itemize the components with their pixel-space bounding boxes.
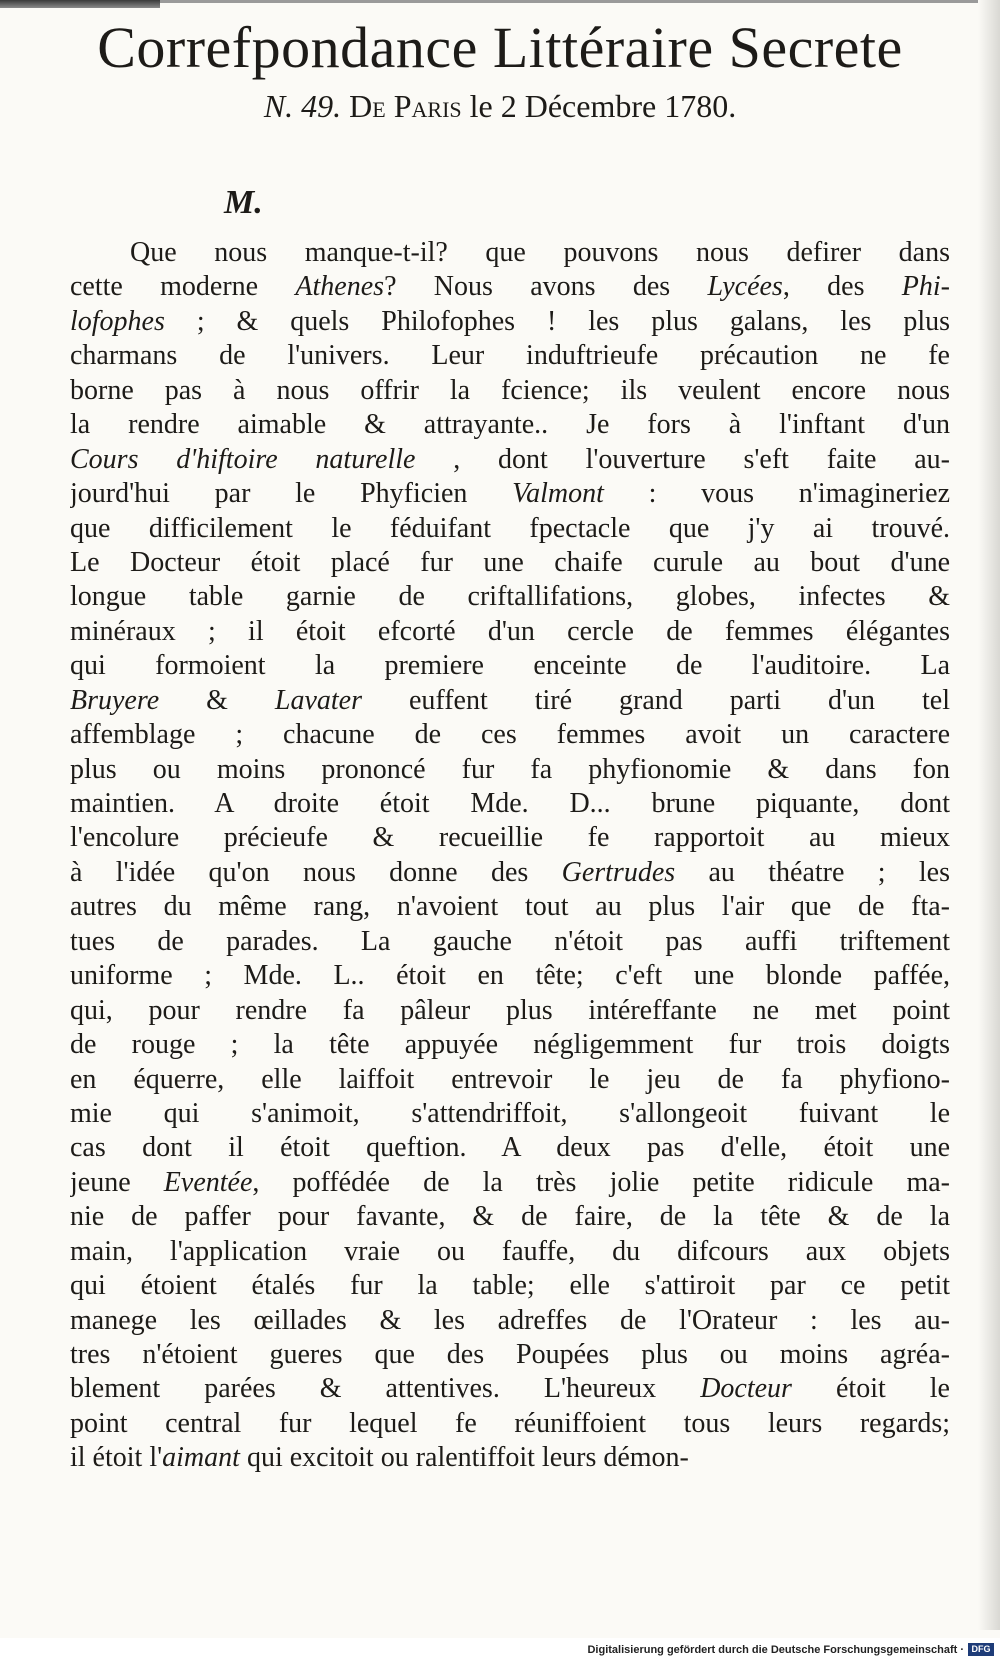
text-line (70, 339, 950, 373)
italic-text: Lycées (707, 271, 783, 303)
text-segment: cette moderne (70, 271, 296, 303)
page-edge-shadow (0, 0, 160, 8)
text-line (70, 1131, 950, 1165)
text-segment: de rouge ; la tête appuyée négligemment fur trois doigts (70, 1029, 950, 1061)
text-line (70, 1269, 950, 1303)
text-segment: qui étoient étalés fur la table; elle s'attiroit par ce petit (70, 1270, 950, 1302)
italic-text: Gertrudes (561, 856, 676, 888)
text-line (70, 684, 950, 718)
text-segment: l'encolure précieufe & recueillie fe rapportoit au mieux (70, 822, 950, 854)
issue-number: N. 49. (263, 88, 342, 124)
text-line (70, 649, 950, 683)
text-segment: minéraux ; il étoit efcorté d'un cercle de femmes élégantes (70, 615, 950, 647)
text-line (70, 1372, 950, 1406)
italic-text: Eventée (163, 1166, 253, 1198)
text-line (70, 615, 950, 649)
text-segment: Que nous manque-t-il? que pouvons nous defirer dans (130, 237, 950, 268)
text-line (70, 512, 950, 546)
text-segment: en équerre, elle laiffoit entrevoir le jeu de fa phyfiono- (70, 1063, 950, 1095)
text-line (70, 994, 950, 1028)
binding-shadow (978, 0, 1000, 1630)
text-line (70, 753, 950, 787)
italic-text: aimant (162, 1442, 240, 1474)
text-segment: que difficilement le féduifant fpectacle que j'y ai trouvé. (70, 512, 950, 544)
text-segment: jourd'hui par le Phyficien (70, 478, 513, 510)
text-line (70, 1338, 950, 1372)
text-segment: cas dont il étoit queftion. A deux pas d'elle, étoit une (70, 1132, 950, 1164)
text-segment: qui, pour rendre fa pâleur plus intéreffante ne met point (70, 994, 950, 1026)
text-segment: Le Docteur étoit placé fur une chaife curule au bout d'une (70, 546, 950, 578)
dateline-date: le 2 Décembre 1780. (469, 88, 737, 124)
text-line (70, 1235, 950, 1269)
dateline-place: De Paris (349, 88, 462, 124)
text-line (70, 1304, 950, 1338)
text-segment: : vous n'imagineriez (603, 478, 950, 510)
masthead-title: Correfpondance Littéraire Secrete (97, 15, 903, 80)
text-segment: il étoit l' (70, 1442, 163, 1474)
italic-text: Athenes (295, 271, 385, 303)
text-line (70, 1441, 950, 1475)
text-segment: tres n'étoient gueres que des Poupées plus ou moins agréa- (70, 1339, 950, 1370)
text-segment: blement parées & attentives. L'heureux (70, 1373, 701, 1405)
text-line (70, 959, 950, 993)
italic-text: Phi- (901, 271, 950, 303)
text-segment: jeune (70, 1166, 164, 1198)
italic-text: Valmont (512, 478, 604, 510)
text-segment: manege les œillades & les adreffes de l'Orateur : les au- (70, 1304, 950, 1336)
text-segment: main, l'application vraie ou fauffe, du difcours aux objets (70, 1235, 950, 1267)
text-segment: tues de parades. La gauche n'étoit pas auffi triftement (70, 925, 950, 957)
funding-credit: Digitalisierung gefördert durch die Deutsche Forschungsgemeinschaft · (587, 1644, 964, 1656)
salutation: M. (224, 184, 263, 221)
text-line (70, 236, 950, 270)
text-segment: borne pas à nous offrir la fcience; ils veulent encore nous (70, 374, 950, 406)
text-line (70, 580, 950, 614)
italic-text: lofophes (70, 305, 165, 337)
text-segment: nie de paffer pour favante, & de faire, de la tête & de la (70, 1201, 950, 1233)
text-segment: ? Nous avons des (384, 271, 708, 303)
text-line (70, 925, 950, 959)
text-segment: , poffédée de la très jolie petite ridicule ma- (252, 1166, 950, 1198)
italic-text: Cours d'hiftoire naturelle (70, 443, 416, 475)
text-line (70, 546, 950, 580)
text-segment: point central fur lequel fe réuniffoient tous leurs regards; (70, 1407, 950, 1439)
page-edge-line (160, 0, 1000, 3)
text-segment: étoit le (791, 1373, 950, 1405)
text-segment: autres du même rang, n'avoient tout au plus l'air que de fta- (70, 891, 950, 923)
text-segment: la rendre aimable & attrayante.. Je fors à l'inftant d'un (70, 409, 950, 441)
text-line (70, 1028, 950, 1062)
text-line (70, 1166, 950, 1200)
text-line (70, 856, 950, 890)
italic-text: Bruyere (70, 684, 160, 716)
dfg-logo: DFG (968, 1643, 994, 1656)
text-line (70, 1200, 950, 1234)
text-line (70, 443, 950, 477)
text-segment: qui excitoit ou ralentiffoit leurs démon- (239, 1442, 689, 1474)
text-line (70, 1407, 950, 1441)
text-line (70, 477, 950, 511)
text-segment: charmans de l'univers. Leur induftrieufe précaution ne fe (70, 340, 950, 372)
text-segment: plus ou moins prononcé fur fa phyfionomie & dans fon (70, 753, 950, 785)
text-segment: maintien. A droite étoit Mde. D... brune piquante, dont (70, 788, 950, 819)
article-body (70, 236, 950, 1476)
text-line (70, 305, 950, 339)
text-line (70, 1097, 950, 1131)
text-segment: qui formoient la premiere enceinte de l'auditoire. La (70, 650, 950, 682)
text-segment: affemblage ; chacune de ces femmes avoit un caractere (70, 719, 950, 751)
text-segment: à l'idée qu'on nous donne des (70, 856, 562, 888)
text-line (70, 270, 950, 304)
italic-text: Docteur (700, 1373, 792, 1405)
italic-text: Lavater (274, 684, 362, 716)
text-line (70, 374, 950, 408)
text-line (70, 787, 950, 821)
text-line (70, 890, 950, 924)
text-segment: ; & quels Philofophes ! les plus galans, les plus (164, 305, 950, 337)
text-segment: longue table garnie de criftallifations, globes, infectes & (70, 581, 950, 613)
text-segment: & (159, 684, 275, 716)
text-line (70, 408, 950, 442)
text-line (70, 718, 950, 752)
text-segment: , dont l'ouverture s'eft faite au- (415, 443, 950, 475)
text-segment: , des (782, 271, 902, 303)
text-line (70, 821, 950, 855)
text-segment: uniforme ; Mde. L.. étoit en tête; c'eft une blonde paffée, (70, 960, 950, 992)
dateline (60, 88, 940, 125)
text-segment: au théatre ; les (675, 856, 950, 888)
text-line (70, 1063, 950, 1097)
text-segment: mie qui s'animoit, s'attendriffoit, s'allongeoit fuivant le (70, 1097, 950, 1129)
text-segment: euffent tiré grand parti d'un tel (361, 684, 950, 716)
